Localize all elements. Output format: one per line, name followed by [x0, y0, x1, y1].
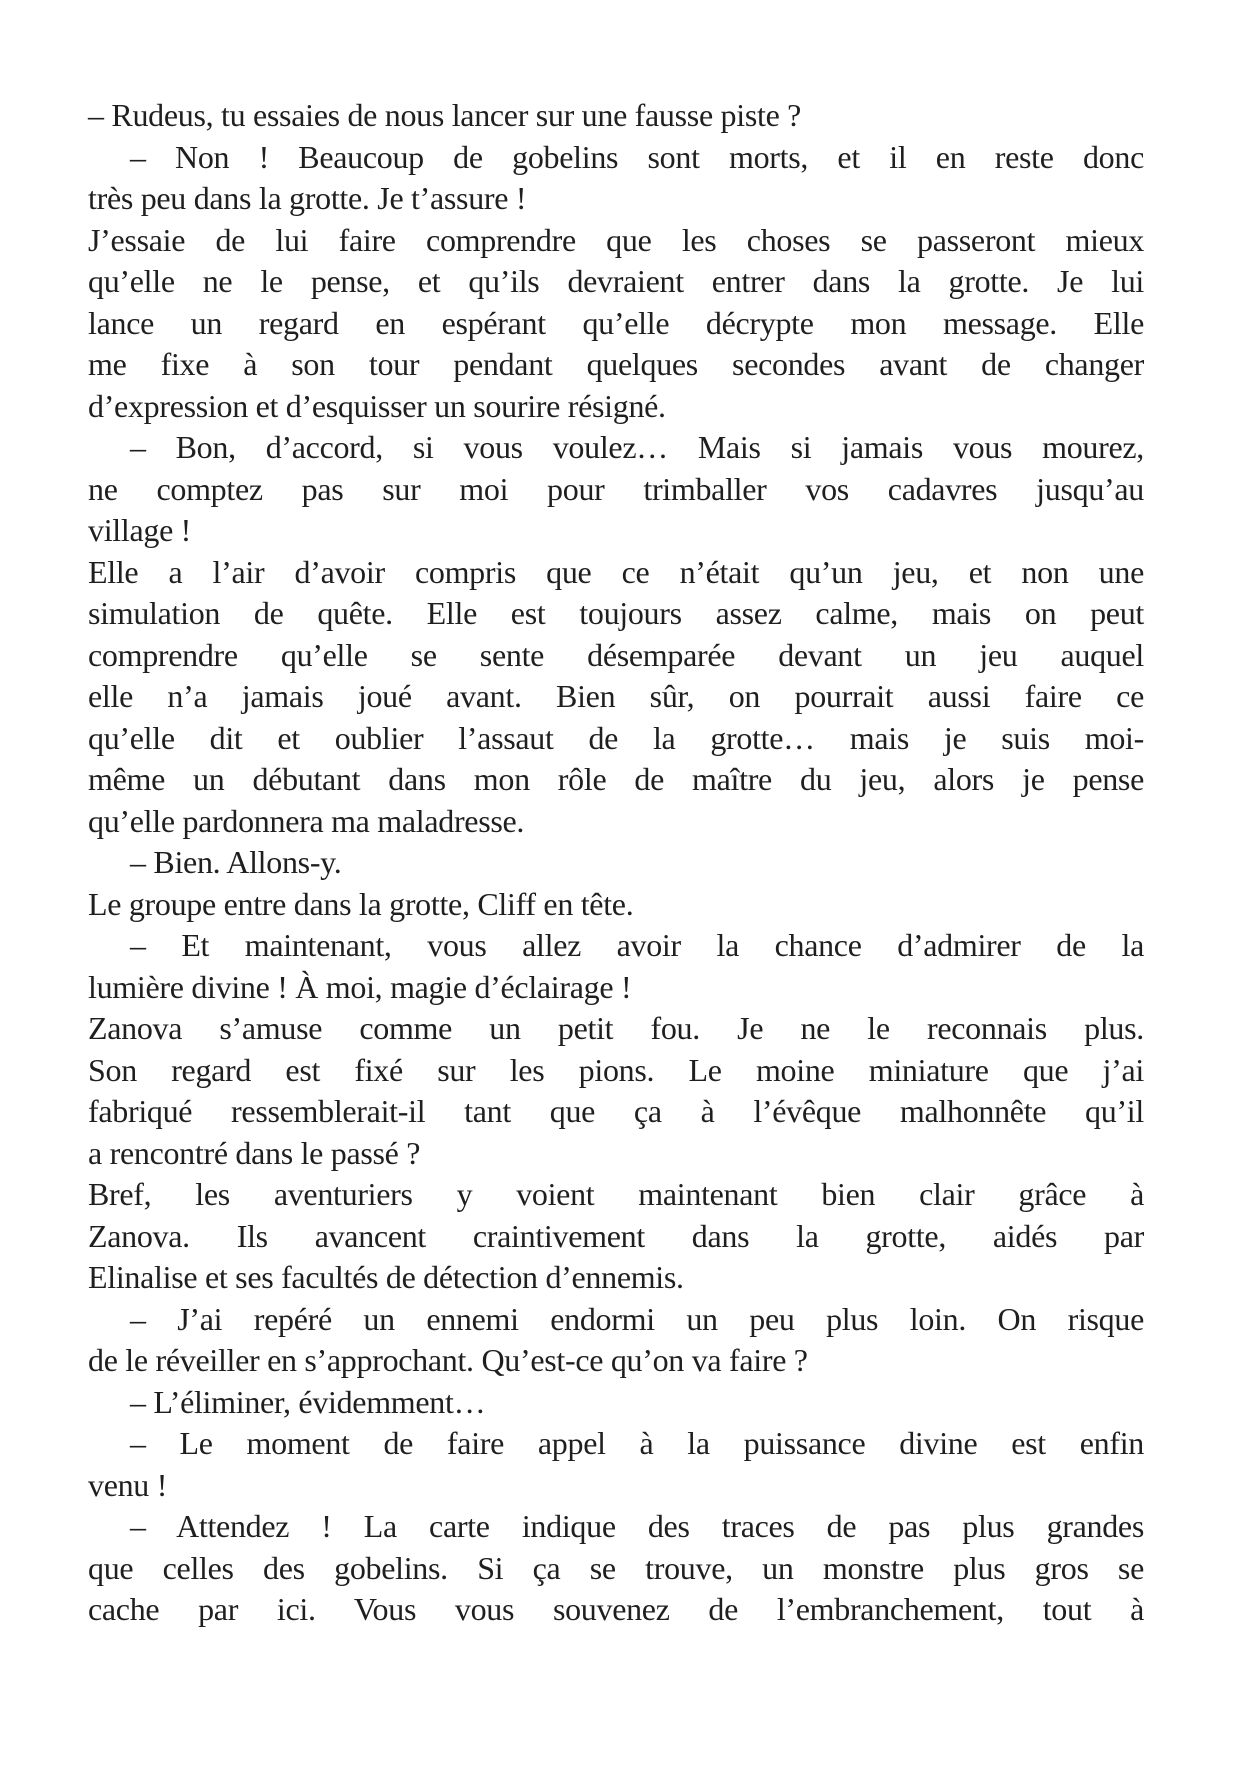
- text-block: [88, 95, 1144, 1631]
- text-line: – Bien. Allons-y.: [130, 844, 342, 880]
- text-line: – L’éliminer, évidemment…: [130, 1383, 486, 1420]
- text-line: lance un regard en espérant qu’elle décrypte mon message. Elle: [88, 304, 1144, 341]
- text-line: qu’elle pardonnera ma maladresse.: [88, 802, 525, 839]
- paragraph: [88, 1008, 1144, 1174]
- text-line: venu !: [88, 1466, 168, 1503]
- text-line: – Bon, d’accord, si vous voulez… Mais si jamais vous mourez,: [130, 429, 1144, 465]
- paragraph: [88, 137, 1144, 220]
- text-line: J’essaie de lui faire comprendre que les choses se passeront mieux: [88, 221, 1144, 258]
- paragraph: [88, 95, 1144, 137]
- text-line: ne comptez pas sur moi pour trimballer vos cadavres jusqu’au: [88, 470, 1144, 507]
- text-line: elle n’a jamais joué avant. Bien sûr, on pourrait aussi faire ce: [88, 678, 1144, 714]
- text-line: d’expression et d’esquisser un sourire résigné.: [88, 387, 666, 424]
- text-line: – Le moment de faire appel à la puissance divine est enfin: [130, 1425, 1144, 1461]
- text-line: comprendre qu’elle se sente désemparée devant un jeu auquel: [88, 636, 1144, 673]
- text-line: – Attendez ! La carte indique des traces de pas plus grandes: [130, 1508, 1144, 1544]
- paragraph: [88, 884, 1144, 926]
- text-line: cache par ici. Vous vous souvenez de l’embranchement, tout à: [88, 1591, 1144, 1627]
- text-line: que celles des gobelins. Si ça se trouve, un monstre plus gros se: [88, 1549, 1144, 1586]
- text-line: Bref, les aventuriers y voient maintenant bien clair grâce à: [88, 1176, 1144, 1212]
- text-line: me fixe à son tour pendant quelques secondes avant de changer: [88, 346, 1144, 382]
- paragraph: [88, 1174, 1144, 1299]
- text-line: même un débutant dans mon rôle de maître du jeu, alors je pense: [88, 761, 1144, 797]
- text-line: lumière divine ! À moi, magie d’éclairage !: [88, 968, 632, 1005]
- paragraph: [88, 1382, 1144, 1424]
- text-line: village !: [88, 512, 192, 548]
- text-line: très peu dans la grotte. Je t’assure !: [88, 180, 527, 216]
- paragraph: [88, 1506, 1144, 1631]
- text-line: Zanova. Ils avancent craintivement dans la grotte, aidés par: [88, 1217, 1144, 1254]
- text-line: Elle a l’air d’avoir compris que ce n’était qu’un jeu, et non une: [88, 553, 1144, 590]
- text-line: Zanova s’amuse comme un petit fou. Je ne le reconnais plus.: [88, 1010, 1144, 1046]
- text-line: – J’ai repéré un ennemi endormi un peu plus loin. On risque: [130, 1300, 1144, 1337]
- paragraph: [88, 552, 1144, 843]
- text-line: qu’elle ne le pense, et qu’ils devraient entrer dans la grotte. Je lui: [88, 263, 1144, 299]
- text-line: – Rudeus, tu essaies de nous lancer sur une fausse piste ?: [88, 97, 802, 133]
- text-line: fabriqué ressemblerait-il tant que ça à l’évêque malhonnête qu’il: [88, 1093, 1144, 1129]
- paragraph: [88, 220, 1144, 428]
- text-line: qu’elle dit et oublier l’assaut de la grotte… mais je suis moi-: [88, 719, 1144, 756]
- paragraph: [88, 427, 1144, 552]
- paragraph: [88, 1299, 1144, 1382]
- paragraph: [88, 1423, 1144, 1506]
- text-line: – Non ! Beaucoup de gobelins sont morts, et il en reste donc: [130, 138, 1144, 175]
- text-line: Elinalise et ses facultés de détection d’ennemis.: [88, 1259, 684, 1295]
- text-line: – Et maintenant, vous allez avoir la chance d’admirer de la: [130, 927, 1144, 963]
- paragraph: [88, 842, 1144, 884]
- paragraph: [88, 925, 1144, 1008]
- text-line: a rencontré dans le passé ?: [88, 1134, 421, 1171]
- text-line: Le groupe entre dans la grotte, Cliff en tête.: [88, 885, 634, 922]
- text-line: simulation de quête. Elle est toujours assez calme, mais on peut: [88, 595, 1144, 631]
- text-line: Son regard est fixé sur les pions. Le moine miniature que j’ai: [88, 1051, 1144, 1088]
- text-line: de le réveiller en s’approchant. Qu’est-ce qu’on va faire ?: [88, 1342, 808, 1378]
